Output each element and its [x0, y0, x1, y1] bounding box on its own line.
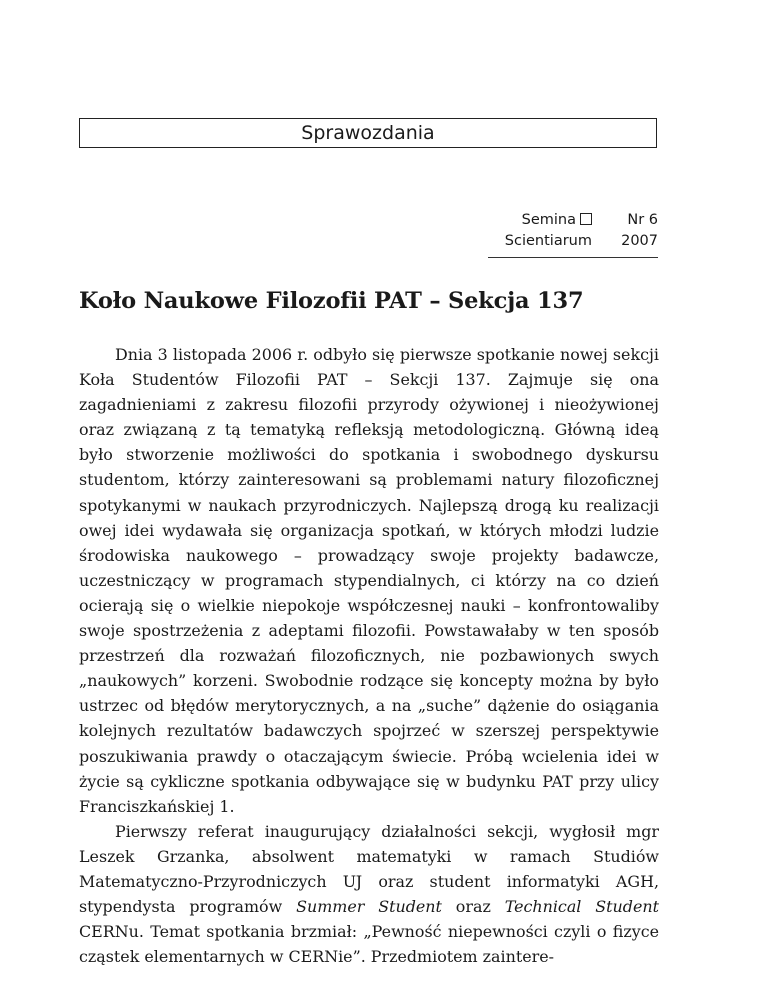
paragraph-2-text-b: oraz: [441, 897, 505, 917]
journal-meta-row-1: [488, 210, 658, 231]
program-name-summer-student: Summer Student: [296, 897, 442, 917]
square-icon: [580, 213, 592, 225]
article-title: Koło Naukowe Filozofii PAT – Sekcja 137: [79, 288, 584, 314]
section-title: Sprawozdania: [301, 122, 435, 144]
paragraph-2-text-a: Pierwszy referat inaugurujący działalności sekcji, wygłosił mgr Leszek Grzanka, absolwent matematyki w ramach Studiów Matematyczno-Przyrodniczych UJ oraz student informatyki AGH, stypendysta programów: [79, 821, 659, 917]
section-header-box: [79, 118, 657, 148]
journal-meta: [488, 210, 658, 258]
article-body: [79, 342, 659, 969]
paragraph-2-text-c: CERNu. Temat spotkania brzmiał: „Pewność niepewności czyli o fizyce cząstek elementarnych w CERNie”. Przedmiotem zaintere-: [79, 922, 659, 967]
paragraph-1: Dnia 3 listopada 2006 r. odbyło się pierwsze spotkanie nowej sekcji Koła Studentów Filozofii PAT – Sekcji 137. Zajmuje się ona zagadnieniami z zakresu filozofii przyrody ożywionej i nieożywionej oraz związaną z tą tematyką refleksją metodologiczną. Główną ideą było stworzenie możliwości do spotkania i swobodnego dyskursu studentom, którzy zainteresowani są problemami natury filozoficznej spotykanymi w naukach przyrodniczych. Najlepszą drogą ku realizacji owej idei wydawała się organizacja spotkań, w których młodzi ludzie środowiska naukowego – prowadzący swoje projekty badawcze, uczestniczący w programach stypendialnych, ci którzy na co dzień ocierają się o wielkie niepokoje współczesnej nauki – konfrontowaliby swoje spostrzeżenia z adeptami filozofii. Powstawałaby w ten sposób przestrzeń dla rozważań filozoficznych, nie pozbawionych swych „naukowych” korzeni. Swobodnie rodzące się koncepty można by było ustrzec od błędów merytorycznych, a na „suche” dążenie do osiągania kolejnych rezultatów badawczych spojrzeć w szerszej perspektywie poszukiwania prawdy o otaczającym świecie. Próbą wcielenia idei w życie są cykliczne spotkania odbywające się w budynku PAT przy ulicy Franciszkańskiej 1.: [79, 345, 659, 816]
journal-number: Nr 6: [627, 212, 658, 228]
paragraph-2: [79, 819, 659, 970]
journal-year: 2007: [621, 233, 658, 249]
journal-meta-row-2: [488, 231, 658, 252]
program-name-technical-student: Technical Student: [504, 897, 659, 917]
journal-name-line1: Semina: [521, 212, 576, 228]
journal-name-line2: Scientiarum: [504, 233, 592, 249]
